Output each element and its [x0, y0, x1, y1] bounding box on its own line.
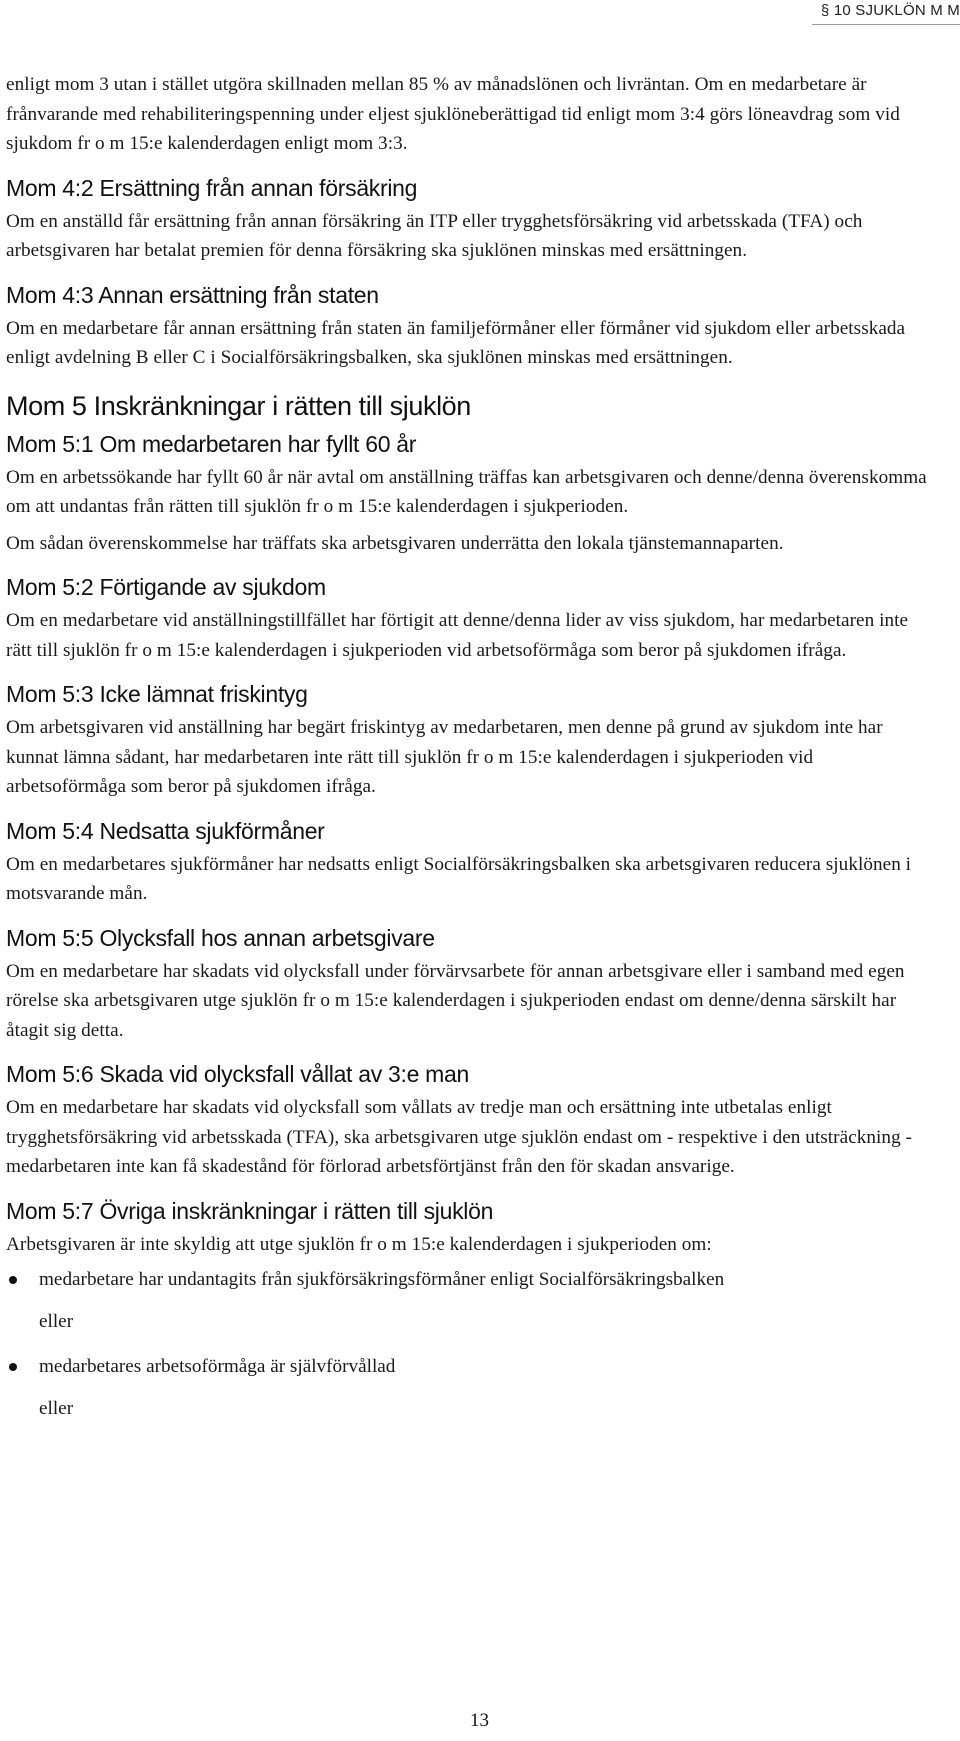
heading-mom-4-2: Mom 4:2 Ersättning från annan försäkring [6, 174, 418, 201]
heading-mom-5-3: Mom 5:3 Icke lämnat friskintyg [6, 681, 308, 707]
paragraph-mom-5-2: Om en medarbetare vid anställningstillfället har förtigit att denne/denna lider av viss sjukdom, har medarbetaren inte rätt till sjuklön fr o m 15:e kalenderdagen i sjukperioden vid arbetsoförmåga som beror på sjukdomen ifråga. [6, 610, 909, 661]
bullet-list [6, 1265, 931, 1423]
heading-mom-5: Mom 5 Inskränkningar i rätten till sjuklön [6, 390, 471, 421]
heading-mom-4-3: Mom 4:3 Annan ersättning från staten [6, 281, 379, 308]
page-content [6, 70, 931, 1439]
paragraph-mom-5-7: Arbetsgivaren är inte skyldig att utge sjuklön fr o m 15:e kalenderdagen i sjukperioden om: [6, 1233, 712, 1255]
paragraph-mom-5-5: Om en medarbetare har skadats vid olycksfall under förvärvsarbete för annan arbetsgivare eller i samband med egen rörelse ska arbetsgivaren utge sjuklön fr o m 15:e kalenderdagen i sjukperioden endast om denne/denna särskilt har åtagit sig detta. [6, 960, 905, 1041]
heading-mom-5-5: Mom 5:5 Olycksfall hos annan arbetsgivare [6, 924, 435, 951]
paragraph-mom-4-3: Om en medarbetare får annan ersättning från staten än familjeförmåner eller förmåner vid sjukdom eller arbetsskada enligt avdelning B eller C i Socialförsäkringsbalken, ska sjuklönen minskas med ersättningen. [6, 317, 906, 368]
paragraph-mom-5-1-a: Om en arbetssökande har fyllt 60 år när avtal om anställning träffas kan arbetsgivaren och denne/denna överenskomma om att undantas från rätten till sjuklön fr o m 15:e kalenderdagen i sjukperioden. [6, 466, 927, 517]
paragraph-mom-5-3: Om arbetsgivaren vid anställning har begärt friskintyg av medarbetaren, men denne på grund av sjukdom inte har kunnat lämna sådant, har medarbetaren inte rätt till sjuklön fr o m 15:e kalenderdagen i sjukperioden vid arbetsoförmåga som beror på sjukdomen ifråga. [6, 717, 883, 797]
paragraph-mom-4-2: Om en anställd får ersättning från annan försäkring än ITP eller trygghetsförsäkring vid arbetsskada (TFA) och arbetsgivaren har betalat premien för denna försäkring ska sjuklönen minskas med ersättningen. [6, 210, 863, 261]
heading-mom-5-4: Mom 5:4 Nedsatta sjukförmåner [6, 817, 325, 844]
paragraph-mom-5-4: Om en medarbetares sjukförmåner har nedsatts enligt Socialförsäkringsbalken ska arbetsgivaren reducera sjuklönen i motsvarande mån. [6, 853, 912, 904]
list-item-text: medarbetares arbetsoförmåga är självförvållad [39, 1356, 396, 1377]
running-head-rule [812, 24, 960, 25]
paragraph-mom-5-6: Om en medarbetare har skadats vid olycksfall som vållats av tredje man och ersättning inte utbetalas enligt trygghetsförsäkring vid arbetsskada (TFA), ska arbetsgivaren utge sjuklön endast om - respektive i den utsträckning - medarbetaren inte kan få skadestånd för förlorad arbetsförtjänst från den för skadan ansvarige. [6, 1097, 913, 1177]
heading-mom-5-6: Mom 5:6 Skada vid olycksfall vållat av 3:e man [6, 1061, 470, 1087]
heading-mom-5-7: Mom 5:7 Övriga inskränkningar i rätten till sjuklön [6, 1197, 494, 1224]
running-head: § 10 SJUKLÖN M M [820, 2, 960, 19]
heading-mom-5-2: Mom 5:2 Förtigande av sjukdom [6, 574, 326, 600]
list-item-text: medarbetare har undantagits från sjukförsäkringsförmåner enligt Socialförsäkringsbalken [39, 1269, 725, 1290]
list-item-connector: eller [39, 1310, 74, 1332]
intro-paragraph: enligt mom 3 utan i stället utgöra skillnaden mellan 85 % av månadslönen och livräntan. Om en medarbetare är frånvarande med rehabiliteringspenning under eljest sjuklöneberättigad tid enligt mom 3:4 görs löneavdrag som vid sjukdom fr o m 15:e kalenderdagen enligt mom 3:3. [6, 74, 900, 154]
list-item [6, 1352, 931, 1423]
heading-mom-5-1: Mom 5:1 Om medarbetaren har fyllt 60 år [6, 430, 417, 457]
bullet-icon [9, 1363, 17, 1371]
paragraph-mom-5-1-b: Om sådan överenskommelse har träffats ska arbetsgivaren underrätta den lokala tjänstemannaparten. [6, 532, 784, 554]
page-number: 13 [470, 1710, 489, 1731]
bullet-icon [9, 1276, 17, 1284]
list-item [6, 1265, 931, 1336]
list-item-connector: eller [39, 1397, 74, 1419]
